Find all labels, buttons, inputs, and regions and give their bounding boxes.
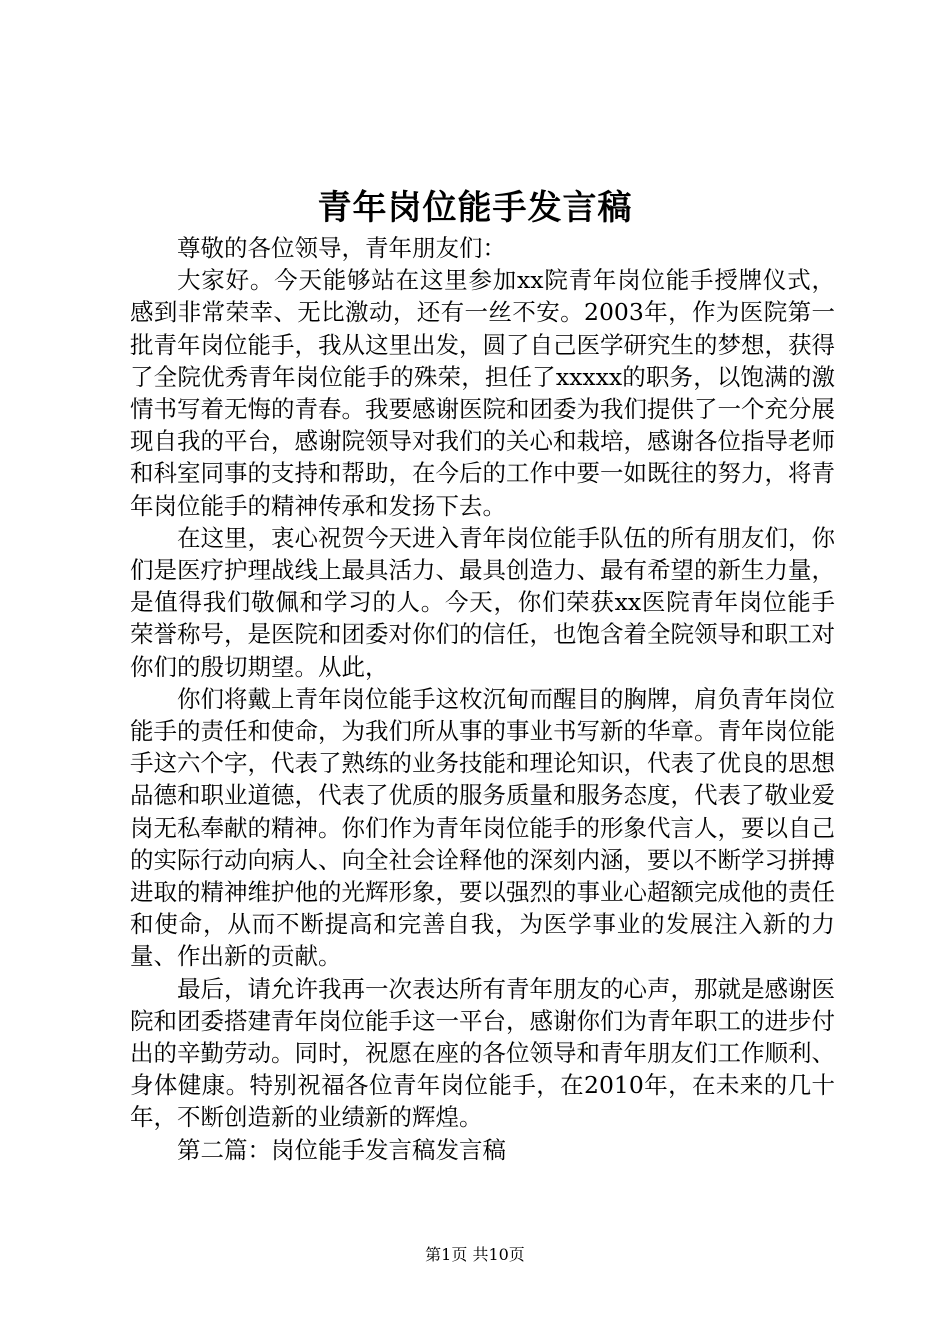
document-title: 青年岗位能手发言稿 [317,188,633,228]
body-paragraph: 大家好。今天能够站在这里参加xx院青年岗位能手授牌仪式，感到非常荣幸、无比激动，还有一丝不安。2003年，作为医院第一批青年岗位能手，我从这里出发，圆了自己医学研究生的梦想，获得了全院优秀青年岗位能手的殊荣，担任了xxxxx的职务，以饱满的激情书写着无悔的青春。我要感谢医院和团委为我们提供了一个充分展现自我的平台，感谢院领导对我们的关心和栽培，感谢各位指导老师和科室同事的支持和帮助，在今后的工作中要一如既往的努力，将青年岗位能手的精神传承和发扬下去。 [130,266,835,520]
section-heading: 第二篇：岗位能手发言稿发言稿 [177,1135,506,1164]
document-body [130,232,835,1166]
body-paragraph: 在这里，衷心祝贺今天进入青年岗位能手队伍的所有朋友们，你们是医疗护理战线上最具活力、最具创造力、最有希望的新生力量，是值得我们敬佩和学习的人。今天，你们荣获xx医院青年岗位能手荣誉称号，是医院和团委对你们的信任，也饱含着全院领导和职工对你们的殷切期望。从此， [130,523,835,681]
page-number-footer: 第1页 共10页 [425,1245,525,1264]
salutation-paragraph: 尊敬的各位领导，青年朋友们： [177,234,506,262]
body-paragraph: 你们将戴上青年岗位能手这枚沉甸而醒目的胸牌，肩负青年岗位能手的责任和使命，为我们所从事的事业书写新的华章。青年岗位能手这六个字，代表了熟练的业务技能和理论知识，代表了优良的思想品德和职业道德，代表了优质的服务质量和服务态度，代表了敬业爱岗无私奉献的精神。你们作为青年岗位能手的形象代言人，要以自己的实际行动向病人、向全社会诠释他的深刻内涵，要以不断学习拼搏进取的精神维护他的光辉形象，要以强烈的事业心超额完成他的责任和使命，从而不断提高和完善自我，为医学事业的发展注入新的力量、作出新的贡献。 [130,684,835,971]
body-paragraph: 最后，请允许我再一次表达所有青年朋友的心声，那就是感谢医院和团委搭建青年岗位能手这一平台，感谢你们为青年职工的进步付出的辛勤劳动。同时，祝愿在座的各位领导和青年朋友们工作顺利、身体健康。特别祝福各位青年岗位能手，在2010年，在未来的几十年，不断创造新的业绩新的辉煌。 [130,974,835,1132]
